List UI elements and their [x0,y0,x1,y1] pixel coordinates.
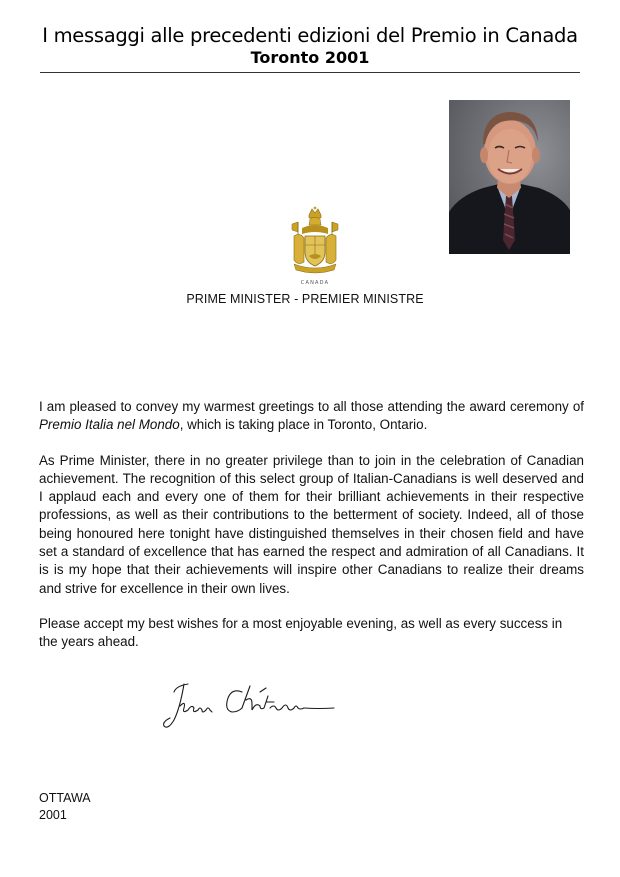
award-name: Premio Italia nel Mondo [39,417,180,433]
header-divider [40,72,580,73]
emblem-caption: CANADA [300,280,330,286]
portrait-photo [449,100,570,254]
coat-of-arms-icon [288,206,342,286]
portrait-illustration [449,100,570,254]
place-year: 2001 [39,808,67,822]
handwritten-signature-icon [158,678,343,738]
paragraph-text: , which is taking place in Toronto, Ontario. [179,417,428,433]
paragraph-text: I am pleased to convey my warmest greetings to all those attending the award ceremony of [39,399,584,414]
letter-paragraph: As Prime Minister, there in no greater privilege than to join in the celebration of Canadian achievement. The recognition of this select group of Italian-Canadians is well deserved and I applaud each and every one of them for their brilliant achievements in their respective professions, as well as their contributions to the betterment of society. Indeed, all of those being honoured here tonight have distinguished themselves in their chosen field and have set a standard of excellence that has earned the respect and admiration of all Canadians. It is is my hope that their achievements will inspire other Canadians to realize their dreams and strive for excellence in their own lives. [39,452,584,596]
signature [158,678,343,738]
letter-paragraph [39,398,584,435]
office-title: PRIME MINISTER - PREMIER MINISTRE [186,292,424,306]
letter-paragraph: Please accept my best wishes for a most enjoyable evening, as well as every success in the years ahead. [39,615,563,650]
letter-place-date [39,790,91,824]
place-city: OTTAWA [39,791,91,805]
page-title: I messaggi alle precedenti edizioni del Premio in Canada [42,24,578,47]
page-subtitle: Toronto 2001 [250,48,370,67]
letter-body [39,398,584,669]
